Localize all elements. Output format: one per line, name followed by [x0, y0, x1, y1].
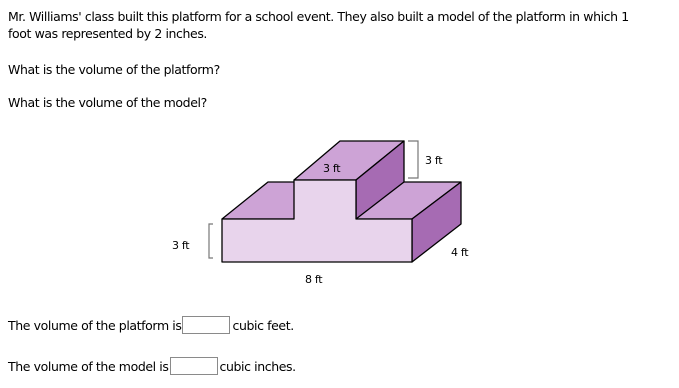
question-model-volume: What is the volume of the model? — [8, 95, 207, 110]
model-volume-input[interactable] — [170, 357, 218, 375]
dim-label-height: 3 ft — [172, 239, 190, 252]
top-depth-bracket — [408, 141, 418, 178]
problem-statement-line-1: Mr. Williams' class built this platform for a school event. They also built a model of the platform in which 1 — [8, 9, 629, 24]
platform-volume-row — [8, 316, 294, 334]
model-volume-unit: cubic inches. — [219, 358, 296, 374]
height-bracket — [209, 224, 213, 258]
model-volume-label: The volume of the model is — [8, 358, 169, 374]
problem-statement-line-2: foot was represented by 2 inches. — [8, 26, 208, 41]
dim-label-length: 8 ft — [305, 273, 323, 286]
dim-label-top-depth: 3 ft — [425, 154, 443, 167]
dim-label-top-width: 3 ft — [323, 162, 341, 175]
model-volume-row — [8, 357, 296, 375]
dim-label-depth: 4 ft — [451, 246, 469, 259]
platform-volume-unit: cubic feet. — [232, 317, 294, 333]
platform-volume-input[interactable] — [182, 316, 230, 334]
question-platform-volume: What is the volume of the platform? — [8, 62, 220, 77]
platform-volume-label: The volume of the platform is — [8, 317, 182, 333]
